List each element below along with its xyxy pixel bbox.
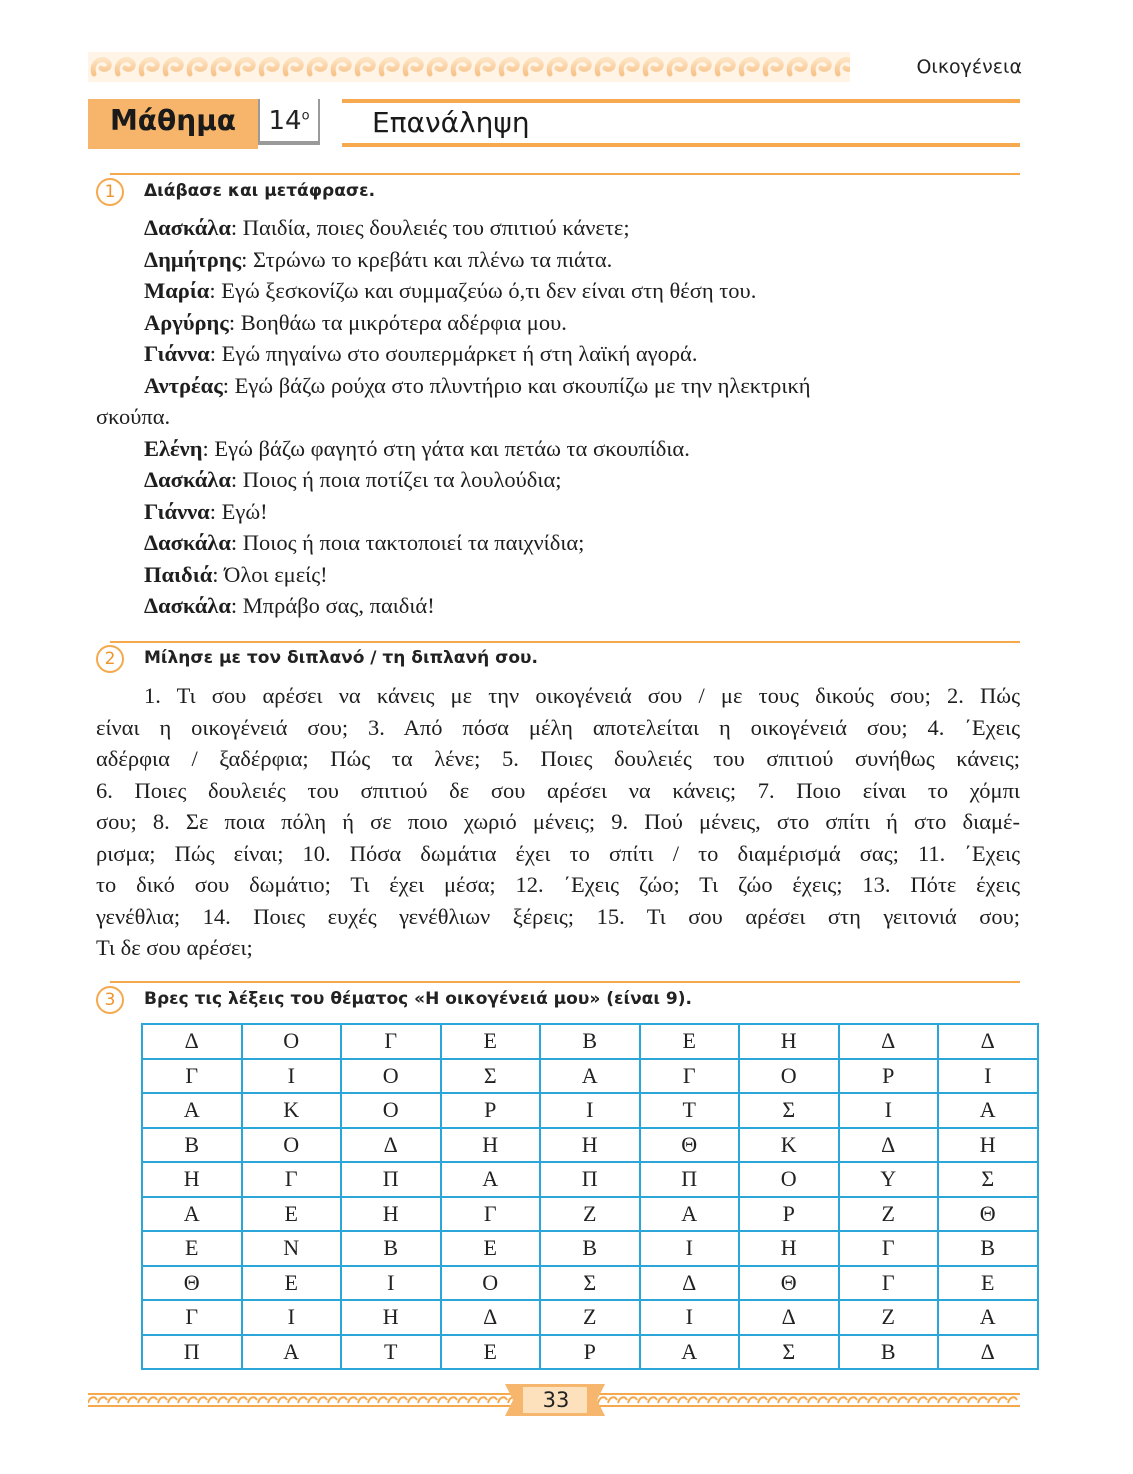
dialogue-text: : Εγώ πηγαίνω στο σουπερμάρκετ ή στη λαϊκή αγορά. <box>209 341 698 366</box>
grid-cell: Ε <box>441 1335 541 1370</box>
grid-cell: Α <box>640 1197 740 1232</box>
grid-cell: Τ <box>341 1335 441 1370</box>
dialogue-line <box>96 464 1020 496</box>
grid-cell: Α <box>640 1335 740 1370</box>
dialogue-line <box>96 401 1020 433</box>
grid-cell: Σ <box>938 1162 1038 1197</box>
grid-cell: Δ <box>938 1335 1038 1370</box>
grid-cell: Ρ <box>540 1335 640 1370</box>
grid-cell: Ι <box>640 1231 740 1266</box>
grid-cell: Α <box>142 1093 242 1128</box>
dialogue-line <box>96 275 1020 307</box>
grid-cell: Α <box>142 1197 242 1232</box>
grid-cell: Δ <box>739 1300 839 1335</box>
grid-cell: Ε <box>242 1266 342 1301</box>
exercise1-number: 1 <box>96 178 124 206</box>
grid-cell: Ι <box>242 1300 342 1335</box>
exercise3-number: 3 <box>96 986 124 1014</box>
dialogue-line <box>96 370 1020 402</box>
grid-cell: Α <box>441 1162 541 1197</box>
dialogue-line <box>96 212 1020 244</box>
grid-cell: Δ <box>839 1128 939 1163</box>
grid-cell: Ε <box>441 1024 541 1059</box>
exercise2-number: 2 <box>96 645 124 673</box>
dialogue-text: : Εγώ βάζω ρούχα στο πλυντήριο και σκουπίζω με την ηλεκτρική <box>222 372 811 398</box>
grid-cell: Α <box>242 1335 342 1370</box>
dialogue-text: : Παιδία, ποιες δουλειές του σπιτιού κάνετε; <box>230 215 630 240</box>
grid-cell: Θ <box>938 1197 1038 1232</box>
grid-cell: Ε <box>640 1024 740 1059</box>
grid-cell: Ο <box>242 1024 342 1059</box>
question-line: 6. Ποιες δουλειές του σπιτιού δε σου αρέσει να κάνεις; 7. Ποιο είναι το χόμπι <box>96 777 1020 803</box>
grid-cell: Γ <box>441 1197 541 1232</box>
grid-cell: Γ <box>341 1024 441 1059</box>
lesson-number-value: 14 <box>268 106 302 136</box>
exercise1-instruction: Διάβασε και μετάφρασε. <box>144 181 376 201</box>
grid-cell: Ο <box>739 1059 839 1094</box>
grid-cell: Σ <box>739 1093 839 1128</box>
chapter-title: Οικογένεια <box>916 56 1022 78</box>
grid-cell: Ο <box>739 1162 839 1197</box>
exercise3-instruction: Βρες τις λέξεις του θέματος «Η οικογένειά μου» (είναι 9). <box>144 989 692 1009</box>
grid-cell: Ο <box>441 1266 541 1301</box>
lesson-title-rule-bottom <box>342 143 1020 147</box>
grid-cell: Π <box>142 1335 242 1370</box>
question-line: το δικό σου δωμάτιο; Τι έχει μέσα; 12. ΄Εχεις ζώο; Τι ζώο έχεις; 13. Πότε έχεις <box>96 872 1020 897</box>
grid-cell: Ζ <box>540 1197 640 1232</box>
grid-row <box>142 1093 1038 1128</box>
question-line: ρισμα; Πώς είναι; 10. Πόσα δωμάτια έχει το σπίτι / το διαμέρισμά σας; 11. ΄Εχεις <box>96 840 1020 866</box>
grid-cell: Ι <box>938 1059 1038 1094</box>
grid-cell: Υ <box>839 1162 939 1197</box>
grid-row <box>142 1300 1038 1335</box>
grid-cell: Ρ <box>739 1197 839 1232</box>
grid-cell: Σ <box>441 1059 541 1094</box>
lesson-title-rule-top <box>342 99 1020 103</box>
grid-cell: Ν <box>242 1231 342 1266</box>
grid-cell: Θ <box>739 1266 839 1301</box>
grid-cell: Ι <box>839 1093 939 1128</box>
grid-cell: Ο <box>341 1059 441 1094</box>
grid-cell: Ρ <box>839 1059 939 1094</box>
grid-cell: Ι <box>341 1266 441 1301</box>
grid-cell: Ι <box>242 1059 342 1094</box>
grid-cell: Η <box>142 1162 242 1197</box>
question-line: Τι δε σου αρέσει; <box>96 935 253 960</box>
dialogue-text: : Βοηθάω τα μικρότερα αδέρφια μου. <box>228 309 567 335</box>
grid-cell: Β <box>839 1335 939 1370</box>
grid-cell: Τ <box>640 1093 740 1128</box>
grid-row <box>142 1266 1038 1301</box>
lesson-number-suffix: ο <box>301 108 310 124</box>
grid-cell: Π <box>640 1162 740 1197</box>
grid-cell: Ζ <box>839 1300 939 1335</box>
grid-cell: Ο <box>341 1093 441 1128</box>
grid-cell: Π <box>540 1162 640 1197</box>
grid-cell: Η <box>739 1231 839 1266</box>
dialogue-line <box>96 433 1020 465</box>
grid-cell: Η <box>540 1128 640 1163</box>
speaker-name: Γιάννα <box>144 341 210 366</box>
questions-paragraph <box>96 680 1020 964</box>
dialogue-line <box>96 559 1020 591</box>
grid-cell: Β <box>341 1231 441 1266</box>
grid-row <box>142 1197 1038 1232</box>
dialogue-text: : Ποιος ή ποια τακτοποιεί τα παιχνίδια; <box>230 530 585 555</box>
grid-cell: Γ <box>242 1162 342 1197</box>
grid-cell: Β <box>540 1024 640 1059</box>
speaker-name: Αντρέας <box>144 372 223 398</box>
speaker-name: Παιδιά <box>144 561 213 587</box>
grid-cell: Θ <box>640 1128 740 1163</box>
grid-row <box>142 1059 1038 1094</box>
grid-cell: Ε <box>142 1231 242 1266</box>
grid-cell: Ι <box>640 1300 740 1335</box>
speaker-name: Δασκάλα <box>144 467 231 492</box>
dialogue-line <box>96 244 1020 276</box>
grid-cell: Σ <box>540 1266 640 1301</box>
grid-cell: Δ <box>938 1024 1038 1059</box>
dialogue-line <box>96 307 1020 339</box>
exercise3-rule <box>110 981 1020 983</box>
question-line: γενέθλια; 14. Ποιες ευχές γενέθλιων ξέρεις; 15. Τι σου αρέσει στη γειτονιά σου; <box>96 903 1020 929</box>
grid-cell: Ζ <box>839 1197 939 1232</box>
dialogue-text: σκούπα. <box>96 404 171 429</box>
question-line: σου; 8. Σε ποια πόλη ή σε ποιο χωριό μένεις; 9. Πού μένεις, στο σπίτι ή στο διαμέ- <box>96 809 1020 834</box>
grid-cell: Η <box>441 1128 541 1163</box>
grid-cell: Σ <box>739 1335 839 1370</box>
grid-row <box>142 1231 1038 1266</box>
speaker-name: Δασκάλα <box>144 530 231 555</box>
grid-cell: Δ <box>142 1024 242 1059</box>
page-number: 33 <box>542 1388 570 1412</box>
grid-cell: Δ <box>341 1128 441 1163</box>
grid-row <box>142 1024 1038 1059</box>
grid-cell: Γ <box>142 1300 242 1335</box>
exercise2-rule <box>110 641 1020 643</box>
dialogue <box>96 212 1020 622</box>
grid-cell: Δ <box>640 1266 740 1301</box>
dialogue-line <box>96 338 1020 370</box>
grid-cell: Α <box>540 1059 640 1094</box>
grid-cell: Γ <box>839 1266 939 1301</box>
dialogue-text: : Ποιος ή ποια ποτίζει τα λουλούδια; <box>230 467 562 492</box>
dialogue-text: : Όλοι εμείς! <box>212 561 328 587</box>
grid-cell: Η <box>341 1300 441 1335</box>
grid-cell: Π <box>341 1162 441 1197</box>
speaker-name: Γιάννα <box>144 498 210 524</box>
grid-cell: Δ <box>441 1300 541 1335</box>
dialogue-text: : Εγώ ξεσκονίζω και συμμαζεύω ό,τι δεν είναι στη θέση του. <box>209 278 757 303</box>
grid-row <box>142 1128 1038 1163</box>
grid-cell: Ρ <box>441 1093 541 1128</box>
speaker-name: Ελένη <box>144 435 203 461</box>
grid-cell: Θ <box>142 1266 242 1301</box>
grid-cell: Ι <box>540 1093 640 1128</box>
speaker-name: Δημήτρης <box>144 246 242 272</box>
grid-cell: Γ <box>640 1059 740 1094</box>
grid-cell: Ε <box>441 1231 541 1266</box>
word-search-grid <box>141 1023 1039 1370</box>
exercise1-rule <box>110 173 1020 175</box>
lesson-gap <box>320 99 342 149</box>
question-line: 1. Τι σου αρέσει να κάνεις με την οικογένειά σου / με τους δικούς σου; 2. Πώς <box>144 683 1020 708</box>
grid-cell: Κ <box>242 1093 342 1128</box>
decorative-wave-band <box>88 52 850 82</box>
grid-cell: Ε <box>242 1197 342 1232</box>
dialogue-line <box>96 527 1020 559</box>
lesson-label: Μάθημα <box>109 104 237 137</box>
grid-row <box>142 1162 1038 1197</box>
grid-cell: Ο <box>242 1128 342 1163</box>
grid-cell: Ε <box>938 1266 1038 1301</box>
dialogue-text: : Στρώνω το κρεβάτι και πλένω τα πιάτα. <box>241 246 613 272</box>
grid-cell: Α <box>938 1300 1038 1335</box>
grid-cell: Η <box>739 1024 839 1059</box>
dialogue-text: : Εγώ βάζω φαγητό στη γάτα και πετάω τα σκουπίδια. <box>202 435 690 461</box>
lesson-number <box>258 106 320 136</box>
lesson-title: Επανάληψη <box>372 106 530 139</box>
exercise2-instruction: Μίλησε με τον διπλανό / τη διπλανή σου. <box>144 648 538 668</box>
speaker-name: Δασκάλα <box>144 215 231 240</box>
question-line: είναι η οικογένειά σου; 3. Από πόσα μέλη αποτελείται η οικογένειά σου; 4. ΄Εχεις <box>96 714 1020 740</box>
speaker-name: Αργύρης <box>144 309 229 335</box>
dialogue-text: : Μπράβο σας, παιδιά! <box>230 593 435 618</box>
grid-cell: Δ <box>839 1024 939 1059</box>
grid-cell: Α <box>938 1093 1038 1128</box>
grid-cell: Η <box>938 1128 1038 1163</box>
dialogue-line <box>96 590 1020 622</box>
grid-cell: Β <box>938 1231 1038 1266</box>
grid-cell: Ζ <box>540 1300 640 1335</box>
grid-row <box>142 1335 1038 1370</box>
grid-cell: Γ <box>839 1231 939 1266</box>
grid-cell: Κ <box>739 1128 839 1163</box>
grid-cell: Η <box>341 1197 441 1232</box>
dialogue-text: : Εγώ! <box>209 498 268 524</box>
question-line: αδέρφια / ξαδέρφια; Πώς τα λένε; 5. Ποιες δουλειές του σπιτιού συνήθως κάνεις; <box>96 746 1020 771</box>
grid-cell: Β <box>540 1231 640 1266</box>
speaker-name: Δασκάλα <box>144 593 231 618</box>
speaker-name: Μαρία <box>144 278 210 303</box>
grid-cell: Β <box>142 1128 242 1163</box>
dialogue-line <box>96 496 1020 528</box>
grid-cell: Γ <box>142 1059 242 1094</box>
